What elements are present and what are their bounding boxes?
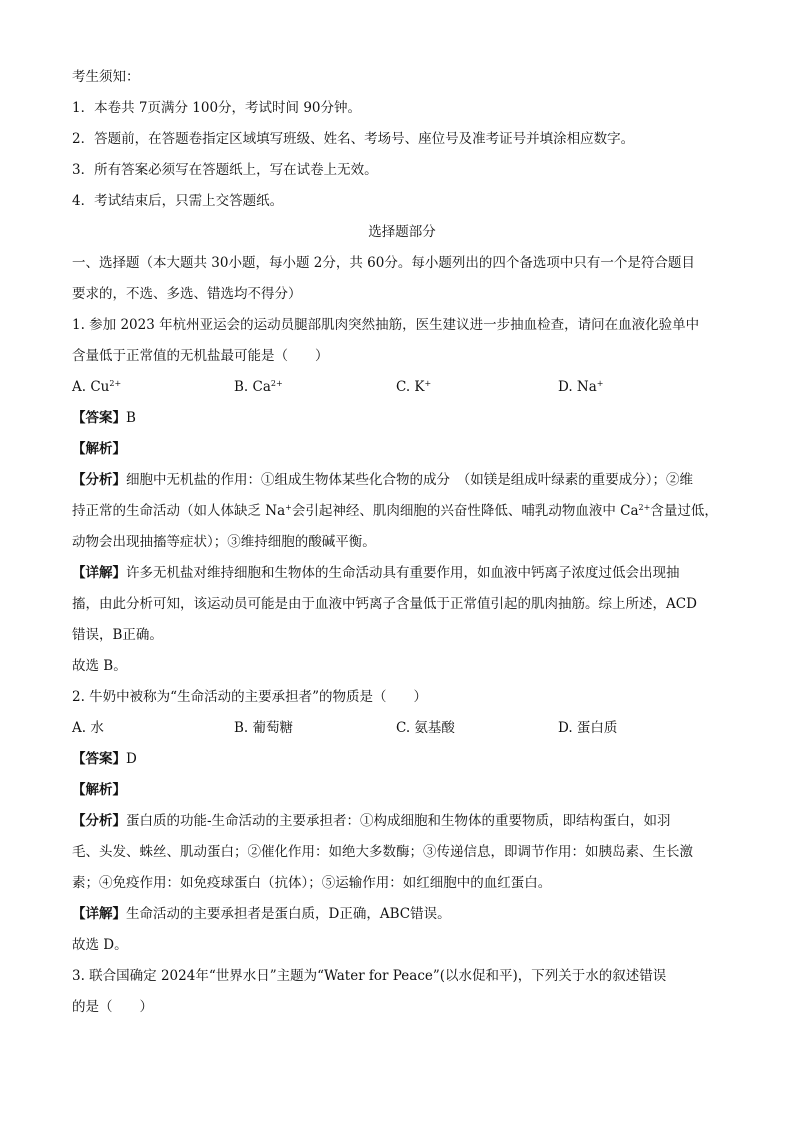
q2-fenxi-cont: 毛、头发、蛛丝、肌动蛋白；②催化作用：如绝大多数酶；③传递信息，即调节作用：如胰岛素、生长激 <box>72 844 693 860</box>
q2-option-d: D. 蛋白质 <box>558 720 618 736</box>
q1-stem: 含量低于正常值的无机盐最可能是（ ） <box>72 348 329 364</box>
q3-stem: 3. 联合国确定 2024年“世界水日”主题为“Water for Peace”(以水促和平)，下列关于水的叙述错误 <box>72 968 667 984</box>
q2-fenxi: 【分析】蛋白质的功能-生命活动的主要承担者：①构成细胞和生物体的重要物质，即结构蛋白，如羽 <box>72 813 671 829</box>
q1-stem: 1. 参加 2023 年杭州亚运会的运动员腿部肌肉突然抽筋，医生建议进一步抽血检查，请问在血液化验单中 <box>72 317 700 333</box>
q3-stem: 的是（ ） <box>72 999 153 1015</box>
q1-answer: 【答案】B <box>72 410 136 426</box>
q2-option-a: A. 水 <box>72 720 104 736</box>
q2-stem: 2. 牛奶中被称为“生命活动的主要承担者”的物质是（ ） <box>72 689 427 705</box>
q1-xiangjie: 【详解】许多无机盐对维持细胞和生物体的生命活动具有重要作用，如血液中钙离子浓度过低会出现抽 <box>72 565 680 581</box>
notice-item: 4．考试结束后，只需上交答题纸。 <box>72 193 284 209</box>
section-title: 选择题部分 <box>368 224 436 240</box>
q1-analysis-tag: 【解析】 <box>72 441 126 457</box>
q1-option-c: C. K+ <box>396 379 432 395</box>
q2-option-c: C. 氨基酸 <box>396 720 455 736</box>
q2-answer: 【答案】D <box>72 751 137 767</box>
q1-option-d: D. Na+ <box>558 379 604 395</box>
q1-options <box>72 372 732 403</box>
q2-xiangjie: 【详解】生命活动的主要承担者是蛋白质，D正确，ABC错误。 <box>72 906 451 922</box>
q1-option-a: A. $Cu^{2+}$ <box>72 379 122 395</box>
q1-xiangjie-cont: 搐，由此分析可知，该运动员可能是由于血液中钙离子含量低于正常值引起的肌肉抽筋。综上所述，ACD <box>72 596 697 612</box>
section-intro: 要求的，不选、多选、错选均不得分） <box>72 286 302 302</box>
q1-xiangjie-cont: 错误，B正确。 <box>72 627 163 643</box>
notice-item: 2．答题前，在答题卷指定区域填写班级、姓名、考场号、座位号及准考证号并填涂相应数字。 <box>72 131 635 147</box>
q2-conclusion: 故选 D。 <box>72 937 128 953</box>
notice-item: 1．本卷共 7页满分 100分，考试时间 90分钟。 <box>72 100 361 116</box>
notice-item: 3．所有答案必须写在答题纸上，写在试卷上无效。 <box>72 162 378 178</box>
q1-fenxi-cont: 动物会出现抽搐等症状）；③维持细胞的酸碱平衡。 <box>72 534 376 550</box>
section-intro: 一、选择题（本大题共 30小题，每小题 2分，共 60分。每小题列出的四个备选项中只有一个是符合题目 <box>72 255 695 271</box>
q1-option-b: B. $Ca^{2+}$ <box>234 379 283 395</box>
q1-fenxi: 【分析】细胞中无机盐的作用：①组成生物体某些化合物的成分 （如镁是组成叶绿素的重要成分）；②维 <box>72 472 693 488</box>
q2-options <box>72 713 732 744</box>
q1-conclusion: 故选 B。 <box>72 658 127 674</box>
notice-title: 考生须知： <box>72 69 140 85</box>
q2-analysis-tag: 【解析】 <box>72 782 126 798</box>
q2-fenxi-cont: 素；④免疫作用：如免疫球蛋白（抗体）；⑤运输作用：如红细胞中的血红蛋白。 <box>72 875 552 891</box>
q2-option-b: B. 葡萄糖 <box>234 720 294 736</box>
q1-fenxi-cont: 持正常的生命活动（如人体缺乏 Na+会引起神经、肌肉细胞的兴奋性降低、哺乳动物血液中 $Ca^{2+}$含量过低， <box>72 503 718 519</box>
